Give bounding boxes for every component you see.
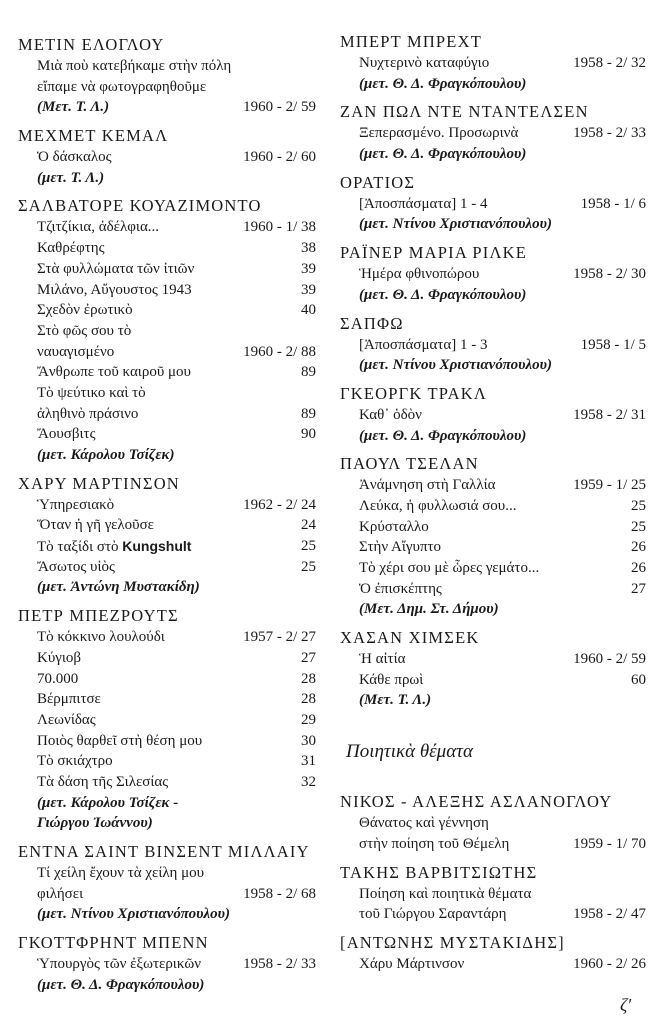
poem-title-text: Τὸ σκιάχτρο [37,753,113,770]
poem-title-text: Στὸ φῶς σου τὸ [37,322,132,339]
right-column [340,31,646,982]
poem-title [37,751,113,772]
issue-page-ref: 30 [301,732,316,749]
title-line [18,627,316,648]
poem-title [37,383,146,404]
title-line [18,424,316,445]
issue-page-ref: 25 [631,497,646,514]
translator-text: (μετ. Κάρολου Τσίζεκ) [37,447,175,463]
poem-title [359,194,488,215]
title-line [18,56,316,77]
poem-title [37,424,96,445]
translator-note [18,97,316,118]
poem-title-text: Τὸ ταξίδι στὸ [37,539,123,556]
issue-page-ref: 39 [301,260,316,277]
poem-title-text: Τὸ κόκκινο λουλούδι [37,629,165,646]
translator-text: (μετ. Θ. Δ. Φραγκόπουλου) [359,427,527,444]
poem-title-text: Νυχτερινὸ καταφύγιο [359,55,490,71]
issue-page-ref: 24 [301,517,316,534]
title-line [340,649,646,670]
poem-title-text: Τὸ χέρι σου μὲ ὧρες γεμάτο... [359,560,540,576]
author-heading: ΤΑΚΗΣ ΒΑΡΒΙΤΣΙΩΤΗΣ [340,862,538,882]
title-line [18,557,316,578]
title-line [18,689,316,710]
translator-text: (μετ. Ντίνου Χριστιανόπουλου) [359,357,552,374]
translator-note [18,975,316,996]
author-heading: ΜΕΧΜΕΤ ΚΕΜΑΛ [18,126,169,146]
title-line [18,495,316,516]
poem-title [359,335,488,356]
author-heading: ΜΠΕΡΤ ΜΠΡΕΧΤ [340,32,482,51]
poem-title-text: Κάθε πρωὶ [359,671,424,688]
title-line [340,53,646,74]
poem-title [359,537,441,558]
poetic-themes-list [340,791,646,974]
translator-text: (μετ. Τ. Λ.) [37,169,105,186]
title-line [18,772,316,793]
poem-title [359,264,479,285]
poem-title-text: τοῦ Γιώργου Σαραντάρη [359,906,507,923]
poem-title-text: Ὑπηρεσιακὸ [37,496,115,513]
index-entry [18,125,316,188]
title-line [18,383,316,404]
poem-title-text: Βέρμπιτσε [37,691,101,708]
title-line [340,517,646,538]
issue-page-ref: 31 [301,753,316,770]
issue-page-ref: 1960 - 1/ 38 [243,219,316,236]
issue-page-ref: 27 [631,580,646,597]
author-heading: ΓΚΕΟΡΓΚ ΤΡΑΚΛ [340,383,488,403]
issue-page-ref: 1958 - 1/ 5 [580,336,646,353]
poem-title [359,954,464,975]
title-line [18,362,316,383]
index-entry [340,31,646,94]
translator-text: (μετ. Θ. Δ. Φραγκόπουλου) [359,286,527,303]
title-line [340,954,646,975]
issue-page-ref: 1958 - 2/ 31 [573,406,646,423]
issue-page-ref: 32 [301,773,316,790]
issue-page-ref: 1960 - 2/ 26 [573,955,646,972]
poem-title-text: στὴν ποίηση τοῦ Θέμελη [359,835,510,852]
translator-note [340,355,646,376]
title-line [340,884,646,905]
translator-note [340,144,646,165]
author-heading: ΠΕΤΡ ΜΠΕΖΡΟΥΤΣ [18,606,179,626]
author-heading: ΜΕΤΙΝ ΕΛΟΓΛΟΥ [18,35,165,54]
poem-title [359,123,518,144]
translator-note [340,74,646,95]
poem-title-text: εἴπαμε νὰ φωτογραφηθοῦμε [37,78,207,95]
issue-page-ref: 28 [301,691,316,708]
issue-page-ref: 40 [301,302,316,319]
translator-note [18,577,316,598]
author-heading: ΣΑΛΒΑΤΟΡΕ ΚΟΥΑΖΙΜΟΝΤΟ [18,196,262,216]
poem-title [359,475,496,496]
poem-title-text: 70.000 [37,670,79,687]
author-heading: [ΑΝΤΩΝΗΣ ΜΥΣΤΑΚΙΔΗΣ] [340,932,565,952]
title-line [18,77,316,98]
issue-page-ref: 26 [631,539,646,556]
poem-title [37,648,81,669]
poem-title-text: Καθ᾽ ὁδὸν [359,406,422,423]
poem-title-text: Ξεπερασμένο. Προσωρινὰ [359,125,519,142]
title-line [18,515,316,536]
poem-title-text: Ὑπουργὸς τῶν ἐξωτερικῶν [37,956,202,973]
title-line [340,537,646,558]
author-heading: ΧΑΡΥ ΜΑΡΤΙΝΣΟΝ [18,473,180,493]
index-entry [18,195,316,465]
poem-title-text: Χάρυ Μάρτινσον [359,955,465,972]
poem-title-text: Ἄσωτος υἱὸς [37,558,115,575]
title-line [18,863,316,884]
title-line [340,813,646,834]
issue-page-ref: 38 [301,240,316,257]
title-line [18,342,316,363]
index-entry [18,841,316,925]
poem-title-text: φιλήσει [37,885,84,902]
title-line [340,834,646,855]
title-line [340,335,646,356]
poem-title [37,772,168,793]
poem-title [37,627,165,648]
issue-page-ref: 89 [301,405,316,422]
issue-page-ref: 1958 - 2/ 68 [243,885,316,902]
issue-page-ref: 25 [301,538,316,555]
poem-title [37,77,206,98]
issue-page-ref: 1958 - 2/ 47 [573,906,646,923]
issue-page-ref: 1957 - 2/ 27 [243,629,316,646]
issue-page-ref: 1958 - 1/ 6 [580,195,646,212]
author-heading: ΕΝΤΝΑ ΣΑΙΝΤ ΒΙΝΣΕΝΤ ΜΙΛΛΑΙΥ [18,842,310,861]
poem-title-text: Ἡμέρα φθινοπώρου [359,266,480,283]
index-entry [340,453,646,620]
poem-title-text: Τζιτζίκια, ἀδέλφια... [37,219,160,236]
author-heading: ΟΡΑΤΙΟΣ [340,172,416,192]
translator-note [18,168,316,189]
poem-title [37,954,201,975]
translator-text: (μετ. Θ. Δ. Φραγκόπουλου) [37,976,205,993]
author-heading: ΣΑΠΦΩ [340,313,404,333]
poem-title-text: Θάνατος καὶ γέννηση [359,815,489,832]
poem-title [37,710,96,731]
issue-page-ref: 1960 - 2/ 60 [243,149,316,166]
index-entry [18,605,316,834]
translator-note [18,904,316,925]
author-heading: ΝΙΚΟΣ - ΑΛΕΞΗΣ ΑΣΛΑΝΟΓΛΟΥ [340,792,613,812]
title-line [340,475,646,496]
poem-title [37,557,115,578]
poem-title [37,56,231,77]
poem-title-bold: Kungshult [122,538,192,555]
title-line [18,280,316,301]
page-number: ζ′ [620,995,632,1015]
title-line [18,648,316,669]
title-line [18,404,316,425]
translator-text: (μετ. Ντίνου Χριστιανόπουλου) [37,906,230,923]
poem-title-text: Ὁ ἐπισκέπτης [359,580,442,597]
poem-title [37,404,138,425]
index-entry [340,383,646,446]
index-entry [18,473,316,598]
poem-title [359,405,422,426]
translator-text: (μετ. Κάρολου Τσίζεκ - [37,794,179,811]
title-line [18,884,316,905]
poem-title-text: Τὰ δάση τῆς Σιλεσίας [37,773,169,790]
poem-title-text: Τὸ ψεύτικο καὶ τὸ [37,384,146,401]
issue-page-ref: 1960 - 2/ 59 [243,99,316,116]
poem-title-text: Λεωνίδας [37,711,96,728]
title-line [340,123,646,144]
title-line [340,194,646,215]
translator-text: (Μετ. Δημ. Στ. Δήμου) [359,601,499,618]
issue-page-ref: 39 [301,281,316,298]
title-line [340,264,646,285]
title-line [340,904,646,925]
poem-title [37,884,83,905]
poem-title-text: ἀληθινὸ πράσινο [37,405,139,422]
poem-title-text: Ἄουσβιτς [37,426,96,443]
poem-title-text: Κύγιοβ [37,649,82,666]
poem-title [37,321,131,342]
poem-title [37,362,191,383]
title-line [18,731,316,752]
title-line [18,238,316,259]
poem-title-text: Στὰ φυλλώματα τῶν ἰτιῶν [37,260,195,277]
issue-page-ref: 26 [631,560,646,576]
poem-title [37,495,114,516]
poem-title-text: Ποιὸς θαρθεῖ στὴ θέση μου [37,732,203,749]
poem-title-text: [Ἀποσπάσματα] 1 - 3 [359,336,488,353]
title-line [18,954,316,975]
index-entry [340,932,646,975]
title-line [18,300,316,321]
author-heading: ΡΑΪΝΕΡ ΜΑΡΙΑ ΡΙΛΚΕ [340,243,528,263]
translator-text: (Μετ. Τ. Λ.) [359,692,432,709]
issue-page-ref: 60 [631,671,646,688]
poem-title [359,884,531,905]
title-line [340,496,646,517]
translator-text: (μετ. Ντίνου Χριστιανόπουλου) [359,216,552,233]
poem-title-text: Μιὰ ποὺ κατεβήκαμε στὴν πόλη [37,58,232,74]
poem-title [359,53,489,74]
poem-title-text: Ἡ αἰτία [359,651,406,668]
poem-title-text: Τί χείλη ἔχουν τὰ χείλη μου [37,865,205,881]
title-line [18,669,316,690]
issue-page-ref: 1962 - 2/ 24 [243,496,316,513]
poem-title-text: Ἄνθρωπε τοῦ καιροῦ μου [37,364,191,381]
index-entry [340,862,646,925]
poem-title-text: Ἀνάμνηση στὴ Γαλλία [359,477,496,494]
poem-title [37,342,114,363]
left-column [18,34,316,1002]
poem-title [359,904,506,925]
poem-title [359,649,405,670]
poem-title-text: ναυαγισμένο [37,343,115,360]
poem-title-text: Ὅταν ἡ γῆ γελοῦσε [37,517,154,534]
poem-title [359,558,539,579]
author-heading: ΠΑΟΥΛ ΤΣΕΛΑΝ [340,454,479,474]
index-entry [340,101,646,164]
title-line [18,751,316,772]
poem-title [37,689,101,710]
index-entry [340,313,646,376]
section-title: Ποιητικὰ θέματα [346,741,473,763]
author-heading: ΧΑΣΑΝ ΧΙΜΣΕΚ [340,628,480,648]
poem-title-text: Σχεδὸν ἐρωτικὸ [37,302,133,319]
issue-page-ref: 28 [301,670,316,687]
poem-title [37,863,204,884]
author-heading: ΖΑΝ ΠΩΛ ΝΤΕ ΝΤΑΝΤΕΛΣΕΝ [340,102,589,122]
poem-title-text: Ὁ δάσκαλος [37,149,112,166]
poem-title [37,536,191,557]
poem-title-text: Λεύκα, ἡ φυλλωσιά σου... [359,497,517,514]
poem-title-text: Καθρέφτης [37,240,105,257]
issue-page-ref: 25 [631,518,646,535]
poem-title [37,280,192,301]
issue-page-ref: 1958 - 2/ 33 [573,125,646,142]
issue-page-ref: 1960 - 2/ 88 [243,343,316,360]
translator-note [18,793,316,814]
index-entry [340,627,646,711]
issue-page-ref: 1958 - 2/ 33 [243,956,316,973]
poem-title-text: Στὴν Αἴγυπτο [359,539,442,556]
translator-note [340,599,646,620]
issue-page-ref: 27 [301,649,316,666]
issue-page-ref: 90 [301,426,316,443]
translator-text: (Μετ. Τ. Λ.) [37,99,110,116]
poem-title [37,147,112,168]
poem-title [37,731,202,752]
poem-title-text: Μιλάνο, Αὔγουστος 1943 [37,281,192,298]
issue-page-ref: 1958 - 2/ 32 [573,55,646,71]
index-entry [340,791,646,854]
title-line [18,536,316,557]
poem-title-text: Ποίηση καὶ ποιητικὰ θέματα [359,885,532,902]
issue-page-ref: 89 [301,364,316,381]
title-line [18,147,316,168]
issue-page-ref: 29 [301,711,316,728]
issue-page-ref: 1960 - 2/ 59 [573,651,646,668]
poem-title [37,669,78,690]
title-line [340,405,646,426]
poem-title [359,813,489,834]
translator-text: (μετ. Θ. Δ. Φραγκόπουλου) [359,75,527,92]
title-line [340,670,646,691]
translator-note [340,214,646,235]
translator-note [18,445,316,466]
translator-note [340,690,646,711]
translator-note: Γιώργου Ἰωάννου) [37,815,153,832]
poem-title [37,515,154,536]
poem-title [359,517,429,538]
poem-title [359,834,509,855]
translator-text: (μετ. Θ. Δ. Φραγκόπουλου) [359,146,527,163]
title-line [18,217,316,238]
translator-note [340,285,646,306]
issue-page-ref: 1959 - 1/ 25 [573,477,646,494]
title-line [18,321,316,342]
translations-list [340,31,646,711]
index-entry [18,932,316,995]
issue-page-ref: 1959 - 1/ 70 [573,835,646,852]
title-line [18,259,316,280]
issue-page-ref: 25 [301,558,316,575]
poem-title [37,300,133,321]
author-heading: ΓΚΟΤΤΦΡΗΝΤ ΜΠΕΝΝ [18,933,209,953]
issue-page-ref: 1958 - 2/ 30 [573,266,646,283]
poem-title [37,217,159,238]
index-entry [18,34,316,118]
poem-title-text: [Ἀποσπάσματα] 1 - 4 [359,195,488,212]
title-line [340,579,646,600]
poem-title [37,259,194,280]
translator-text: (μετ. Ἀντώνη Μυστακίδη) [37,579,200,596]
index-entry [340,172,646,235]
poem-title [359,579,442,600]
title-line [340,558,646,579]
index-entry [340,242,646,305]
poem-title [359,670,423,691]
translator-note [340,426,646,447]
poem-title-text: Κρύσταλλο [359,518,429,535]
poem-title [37,238,105,259]
poem-title [359,496,516,517]
title-line [18,710,316,731]
